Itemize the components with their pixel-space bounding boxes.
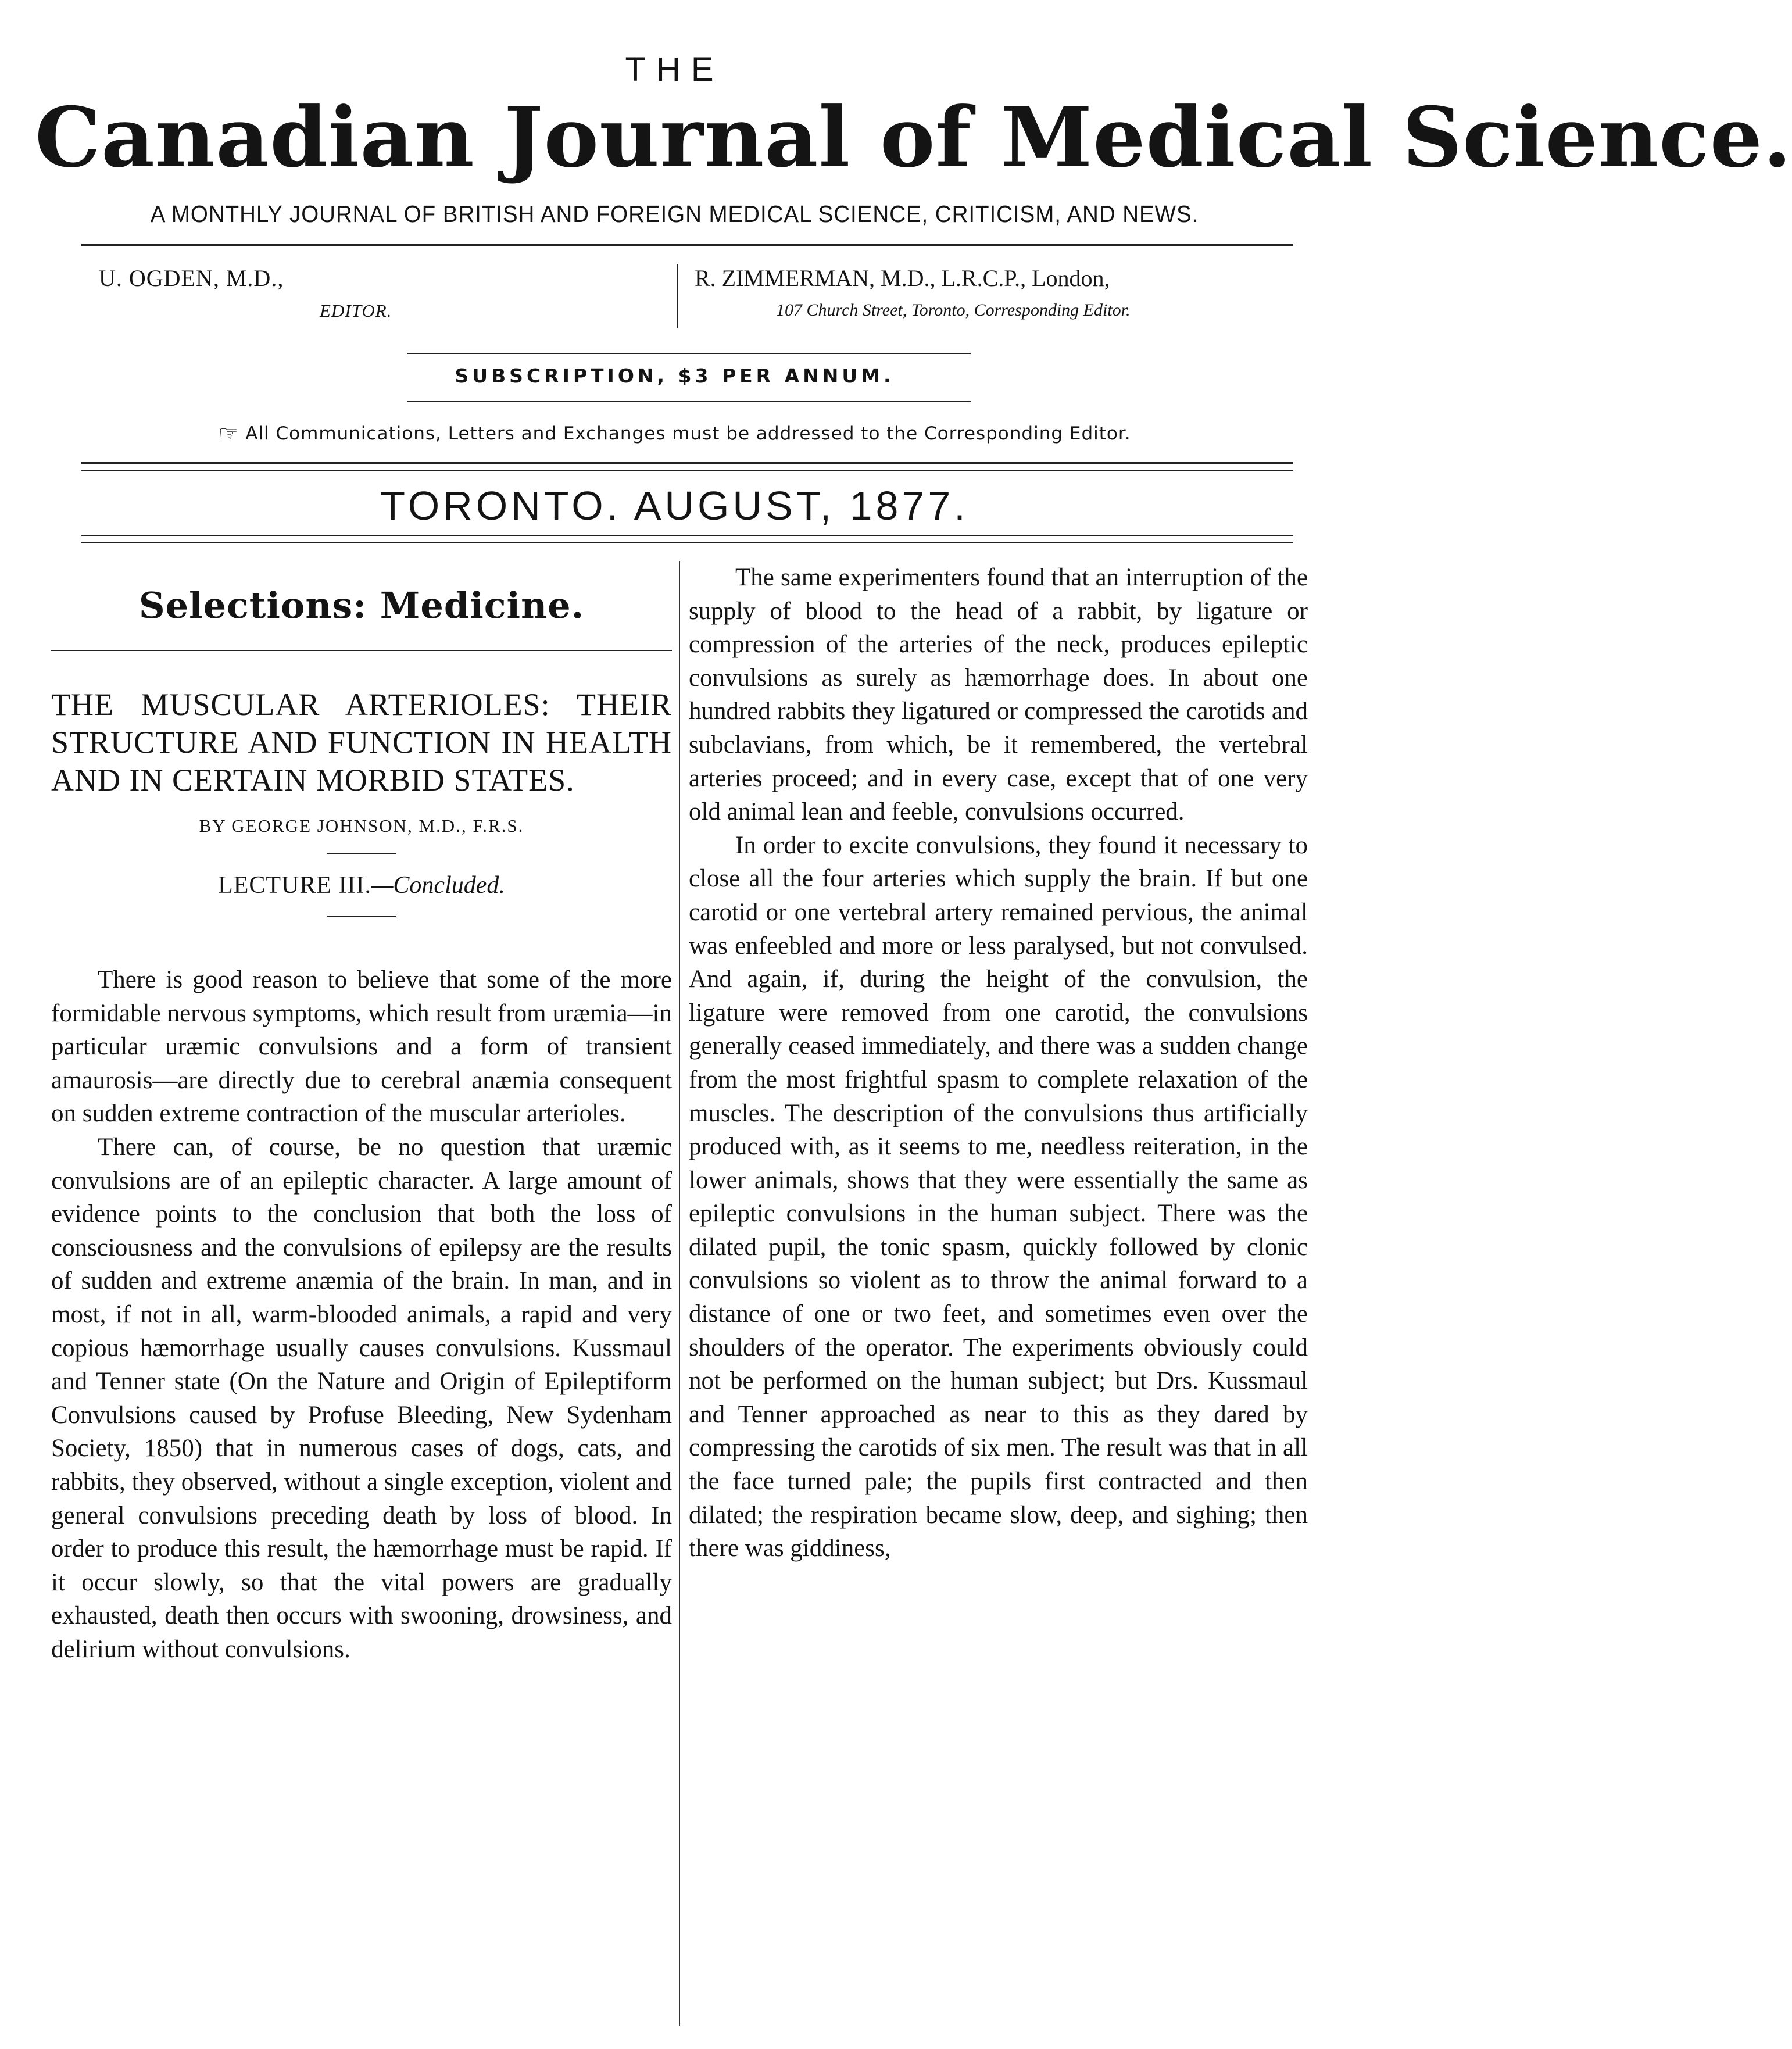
date-rule-bottom-inner: [81, 535, 1293, 536]
paragraph: There can, of course, be no question that uræmic convulsions are of an epileptic character. A large amount of evidence points to the conclusion that both the loss of consciousness and the convulsions of epilepsy are the results of sudden and extreme anæmia of the brain. In man, and in most, if not in all, warm-blooded animals, a rapid and very copious hæmorrhage usually causes convulsions. Kussmaul and Tenner state (On the Nature and Origin of Epileptiform Convulsions caused by Profuse Bleeding, New Sydenham Society, 1850) that in numerous cases of dogs, cats, and rabbits, they observed, without a single exception, violent and general convulsions preceding death by loss of blood. In order to produce this result, the hæmorrhage must be rapid. If it occur slowly, so that the vital powers are gradually exhausted, death then occurs with swooning, drowsiness, and delirium without convulsions.: [51, 1133, 672, 1663]
article-title: THE MUSCULAR ARTERIOLES: THEIR STRUCTURE AND FUNCTION IN HEALTH AND IN CERTAIN MORBID STATES.: [51, 687, 672, 798]
left-column: [51, 561, 672, 1666]
date-rule-bottom: [81, 542, 1293, 543]
lecture-number: LECTURE III.: [218, 872, 372, 899]
corresponding-editor-block: [695, 264, 1305, 320]
lecture-note: —Concluded.: [371, 872, 505, 899]
date-rule-top: [81, 462, 1293, 464]
corresponding-editor-role: 107 Church Street, Toronto, Corresponding Editor.: [776, 301, 1131, 320]
lecture-label: [51, 871, 672, 899]
masthead-rule: [81, 244, 1293, 246]
editor-block: [99, 264, 622, 321]
subscription-rule-bottom: [407, 401, 971, 402]
corresponding-editor-name: R. ZIMMERMAN, M.D., L.R.C.P., London,: [695, 265, 1110, 291]
notice-text: All Communications, Letters and Exchanges must be addressed to the Corresponding Editor.: [245, 423, 1131, 444]
pointing-hand-icon: ☞: [218, 421, 240, 448]
article-byline: BY GEORGE JOHNSON, M.D., F.R.S.: [199, 816, 524, 836]
right-column: [689, 561, 1308, 1565]
dateline: TORONTO. AUGUST, 1877.: [380, 483, 969, 528]
lecture-rule: [327, 916, 396, 917]
date-rule-top-inner: [81, 470, 1293, 471]
editor-role: EDITOR.: [320, 301, 392, 321]
journal-subtitle: A MONTHLY JOURNAL OF BRITISH AND FOREIGN MEDICAL SCIENCE, CRITICISM, AND NEWS.: [150, 201, 1199, 227]
masthead-the: THE: [625, 51, 724, 88]
column-divider: [679, 561, 680, 2026]
section-heading: Selections: Medicine.: [138, 584, 585, 627]
editor-name: U. OGDEN, M.D.,: [99, 265, 284, 291]
notice-line: [0, 419, 1349, 448]
subscription-rule-top: [407, 353, 971, 354]
subscription-line: SUBSCRIPTION, $3 PER ANNUM.: [455, 364, 895, 387]
paragraph: There is good reason to believe that some of the more formidable nervous symptoms, which result from uræmia—in particular uræmic convulsions and a form of transient amaurosis—are directly due to cerebral anæmia consequent on sudden extreme contraction of the muscular arterioles.: [51, 966, 672, 1128]
editor-divider: [677, 264, 678, 328]
byline-rule: [327, 853, 396, 854]
journal-title: Canadian Journal of Medical Science.: [35, 90, 1792, 186]
section-rule: [51, 650, 672, 651]
paragraph: The same experimenters found that an interruption of the supply of blood to the head of a rabbit, by ligature or compression of the arteries of the neck, produces epileptic convulsions as surely as hæmorrhage does. In about one hundred rabbits they ligatured or compressed the carotids and subclavians, from which, be it remembered, the vertebral arteries proceed; and in every case, except that of one very old animal lean and feeble, convulsions occurred.: [689, 564, 1308, 826]
paragraph: In order to excite convulsions, they found it necessary to close all the four arteries which supply the brain. If but one carotid or one vertebral artery remained pervious, the animal was enfeebled and more or less paralysed, but not convulsed. And again, if, during the height of the convulsion, the ligature were removed from one carotid, the convulsions generally ceased immediately, and there was a sudden change from the most frightful spasm to complete relaxation of the muscles. The description of the convulsions thus artificially produced with, as it seems to me, needless reiteration, in the lower animals, shows that they were essentially the same as epileptic convulsions in the human subject. There was the dilated pupil, the tonic spasm, quickly followed by clonic convulsions so violent as to throw the animal forward to a distance of one or two feet, and sometimes even over the shoulders of the operator. The experiments obviously could not be performed on the human subject; but Drs. Kussmaul and Tenner approached as near to this as they dared by compressing the carotids of six men. The result was that in all the face turned pale; the pupils first contracted and then dilated; the respiration became slow, deep, and sighing; then there was giddiness,: [689, 831, 1308, 1562]
right-body-text: [689, 561, 1308, 1565]
left-body-text: [51, 963, 672, 1666]
